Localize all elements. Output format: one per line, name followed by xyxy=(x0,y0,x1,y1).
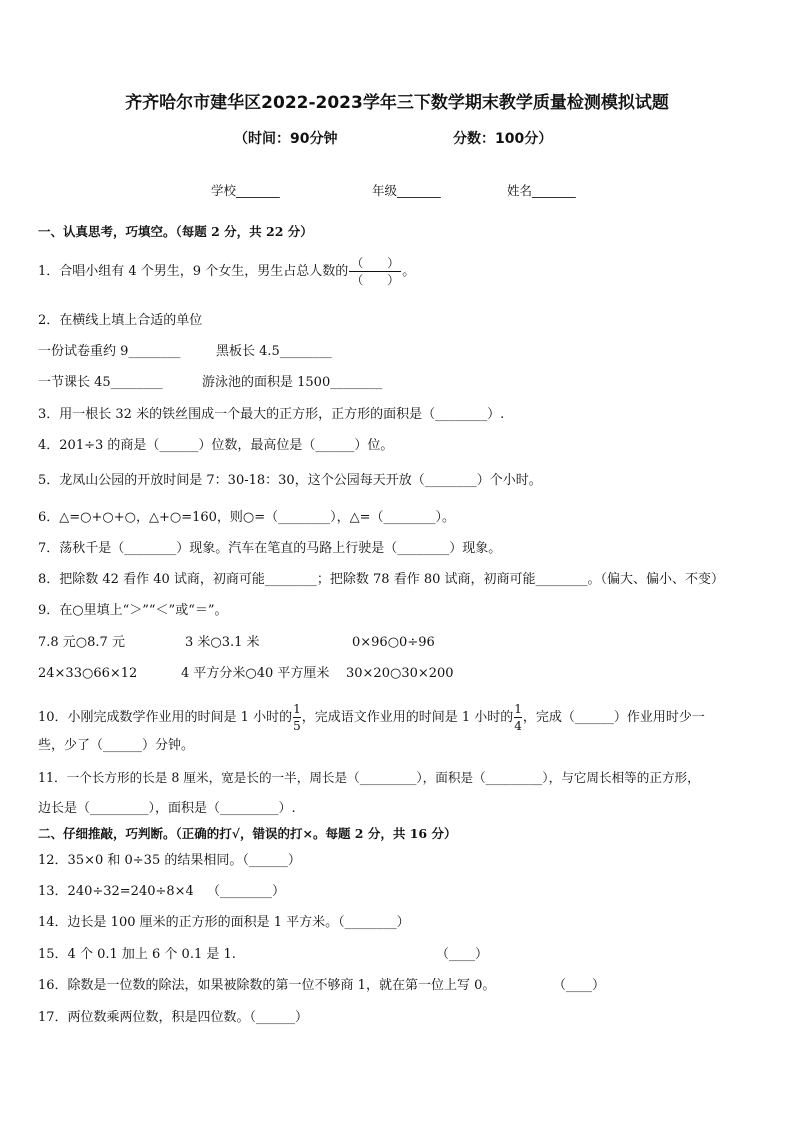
question-6: 6．△=○+○+○，△+○=160，则○=（________），△=（________）。 xyxy=(38,510,456,525)
fraction-bar xyxy=(514,717,522,718)
question-9-r2a: 24×33○66×12 xyxy=(38,666,138,681)
fraction-denominator: 4 xyxy=(514,719,522,733)
question-10-part-b: ，完成语文作业用的时间是 1 小时的 xyxy=(301,710,514,725)
question-9-r1c: 0×96○0÷96 xyxy=(352,635,435,650)
question-2c: 一节课长 45________ xyxy=(38,375,163,390)
question-5: 5．龙凤山公园的开放时间是 7：30-18：30，这个公园每天开放（________）个小时。 xyxy=(38,473,542,488)
fraction-one-fourth xyxy=(514,702,522,733)
question-1 xyxy=(38,256,415,287)
fraction-denominator-blank: （ ） xyxy=(351,273,400,287)
question-10 xyxy=(38,702,705,733)
question-9: 9．在○里填上“＞”“＜”或“＝”。 xyxy=(38,603,228,618)
question-9-r2c: 30×20○30×200 xyxy=(346,666,454,681)
question-2: 2．在横线上填上合适的单位 xyxy=(38,313,203,328)
fraction-one-fifth xyxy=(293,702,301,733)
question-1-fraction-blank xyxy=(349,256,401,287)
question-2d: 游泳池的面积是 1500________ xyxy=(202,375,383,390)
question-13-blank: （________） xyxy=(207,884,286,899)
fraction-denominator: 5 xyxy=(293,719,301,733)
question-3: 3．用一根长 32 米的铁丝围成一个最大的正方形，正方形的面积是（________）. xyxy=(38,407,505,422)
question-7: 7．荡秋千是（________）现象。汽车在笔直的马路上行驶是（________）现象。 xyxy=(38,541,502,556)
name-field: 姓名_______ xyxy=(507,183,576,198)
question-16: 16．除数是一位数的除法，如果被除数的第一位不够商 1，就在第一位上写 0。 xyxy=(38,978,496,993)
question-16-blank: （____） xyxy=(553,978,606,993)
question-11-cont: 边长是（_________），面积是（_________）. xyxy=(38,801,296,816)
exam-score: 分数：100分） xyxy=(453,131,553,147)
fraction-bar xyxy=(349,271,401,272)
question-13: 13．240÷32=240÷8×4 xyxy=(38,884,194,899)
fraction-numerator-blank: （ ） xyxy=(351,256,400,270)
question-4: 4．201÷3 的商是（______）位数，最高位是（______）位。 xyxy=(38,438,394,453)
section-2-heading: 二、仔细推敲，巧判断。（正确的打√，错误的打×。每题 2 分，共 16 分） xyxy=(38,826,457,841)
exam-title: 齐齐哈尔市建华区2022-2023学年三下数学期末教学质量检测模拟试题 xyxy=(125,93,669,113)
question-1-text: 1．合唱小组有 4 个男生，9 个女生，男生占总人数的 xyxy=(38,264,349,279)
section-1-heading: 一、认真思考，巧填空。（每题 2 分，共 22 分） xyxy=(38,224,313,239)
school-field: 学校_______ xyxy=(211,183,280,198)
question-2b: 黑板长 4.5________ xyxy=(216,344,332,359)
question-17: 17．两位数乘两位数，积是四位数。（______） xyxy=(38,1010,309,1025)
question-12: 12．35×0 和 0÷35 的结果相同。（______） xyxy=(38,853,301,868)
fraction-bar xyxy=(293,717,301,718)
question-9-r1a: 7.8 元○8.7 元 xyxy=(38,635,125,650)
question-10-part-a: 10．小刚完成数学作业用的时间是 1 小时的 xyxy=(38,710,293,725)
fraction-numerator: 1 xyxy=(293,702,301,716)
exam-time: （时间：90分钟 xyxy=(234,131,338,147)
question-1-tail: 。 xyxy=(402,264,416,279)
grade-field: 年级_______ xyxy=(372,183,441,198)
question-15-blank: （____） xyxy=(436,947,489,962)
fraction-numerator: 1 xyxy=(514,702,522,716)
question-14: 14．边长是 100 厘米的正方形的面积是 1 平方米。（________） xyxy=(38,915,410,930)
question-2a: 一份试卷重约 9________ xyxy=(38,344,181,359)
question-10-cont: 些，少了（______）分钟。 xyxy=(38,738,195,753)
question-8: 8．把除数 42 看作 40 试商，初商可能________；把除数 78 看作 80 试商，初商可能________。（偏大、偏小、不变） xyxy=(38,572,724,587)
question-15: 15．4 个 0.1 加上 6 个 0.1 是 1. xyxy=(38,947,236,962)
question-9-r2b: 4 平方分米○40 平方厘米 xyxy=(181,666,330,681)
question-9-r1b: 3 米○3.1 米 xyxy=(185,635,260,650)
question-10-part-c: ，完成（______）作业用时少一 xyxy=(522,710,705,725)
question-11: 11．一个长方形的长是 8 厘米，宽是长的一半，周长是（_________），面积是（_________），与它周长相等的正方形， xyxy=(38,770,700,785)
